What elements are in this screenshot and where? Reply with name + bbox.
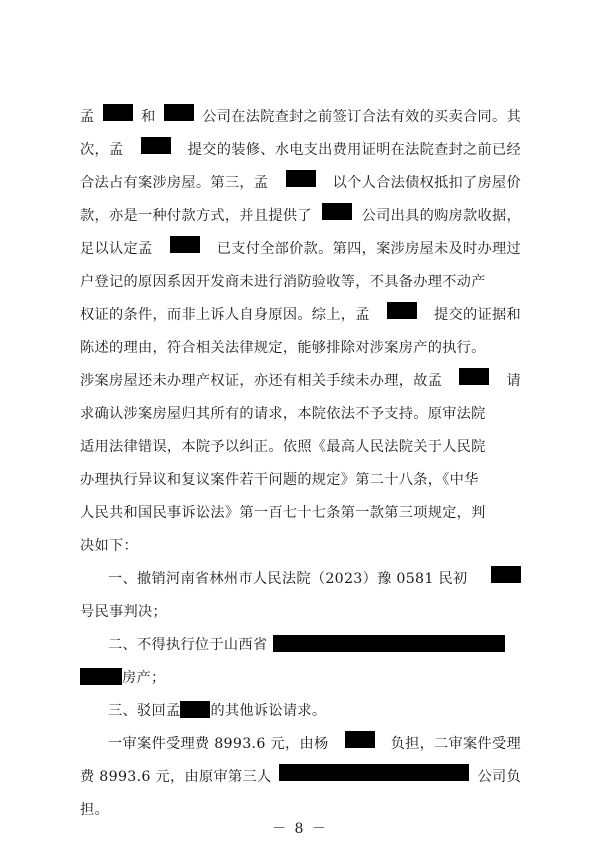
redaction-box xyxy=(345,731,375,748)
redaction-box xyxy=(286,170,316,187)
body-line-2 xyxy=(80,137,521,163)
redaction-box xyxy=(170,236,200,253)
text-segment: 足以认定孟 xyxy=(80,241,153,257)
redaction-box xyxy=(80,668,122,685)
text-segment: 人民共和国民事诉讼法》第一百七十七条第一款第三项规定，判 xyxy=(80,505,486,521)
body-line-13 xyxy=(80,500,521,526)
fee-line-1 xyxy=(108,731,521,757)
text-segment: 号民事判决； xyxy=(80,604,167,620)
redaction-box xyxy=(279,764,469,781)
redaction-box xyxy=(103,104,133,121)
text-segment: 户登记的原因系因开发商未进行消防验收等，不具备办理不动产 xyxy=(80,274,486,290)
body-line-10 xyxy=(80,401,521,427)
text-segment: 公司出具的购房款收据， xyxy=(361,208,521,224)
body-line-9 xyxy=(80,368,521,394)
text-segment: 合法占有案涉房屋。第三，孟 xyxy=(80,175,269,191)
redaction-box xyxy=(322,203,352,220)
text-segment: 公司在法院查封之前签订合法有效的买卖合同。其 xyxy=(202,109,521,125)
body-line-1 xyxy=(80,104,521,130)
judgment-item-1-cont xyxy=(80,599,167,625)
body-line-5 xyxy=(80,236,521,262)
judgment-item-1 xyxy=(108,566,521,592)
text-segment: 公司负 xyxy=(477,769,521,785)
text-segment: 一审案件受理费 8993.6 元，由杨 xyxy=(108,736,329,752)
text-segment: 二、不得执行位于山西省 xyxy=(108,637,268,653)
text-segment: 的其他诉讼请求。 xyxy=(210,703,327,719)
text-segment: 一、撤销河南省林州市人民法院（2023）豫 0581 民初 xyxy=(108,571,468,587)
text-segment: 和 xyxy=(141,109,156,125)
text-segment: 决如下： xyxy=(80,538,138,554)
body-line-14 xyxy=(80,533,138,559)
body-line-3 xyxy=(80,170,521,196)
text-segment: 三、驳回孟 xyxy=(108,703,181,719)
judgment-item-2 xyxy=(108,632,505,658)
text-segment: 担。 xyxy=(80,802,109,818)
text-segment: 提交的证据和 xyxy=(434,307,521,323)
text-segment: 陈述的理由，符合相关法律规定，能够排除对涉案房产的执行。 xyxy=(80,340,486,356)
redaction-box xyxy=(180,701,210,718)
text-segment: 款，亦是一种付款方式，并且提供了 xyxy=(80,208,312,224)
body-line-8 xyxy=(80,335,521,361)
text-segment: 负担，二审案件受理 xyxy=(390,736,521,752)
text-segment: 已支付全部价款。第四，案涉房屋未及时办理过 xyxy=(216,241,521,257)
text-segment: 孟 xyxy=(80,109,95,125)
redaction-box xyxy=(491,566,521,583)
redaction-box xyxy=(387,302,417,319)
text-segment: 适用法律错误，本院予以纠正。依照《最高人民法院关于人民院 xyxy=(80,439,486,455)
text-segment: 提交的装修、水电支出费用证明在法院查封之前已经 xyxy=(187,142,521,158)
redaction-box xyxy=(141,137,171,154)
text-segment: 办理执行异议和复议案件若干问题的规定》第二十八条，《中华 xyxy=(80,472,479,488)
body-line-7 xyxy=(80,302,521,328)
judgment-item-3 xyxy=(108,698,326,724)
text-segment: 涉案房屋还未办理产权证，亦还有相关手续未办理，故孟 xyxy=(80,373,443,389)
redaction-box xyxy=(459,368,489,385)
text-segment: 次，孟 xyxy=(80,142,124,158)
body-line-12 xyxy=(80,467,521,493)
text-segment: 请 xyxy=(506,373,521,389)
text-segment: 费 8993.6 元，由原审第三人 xyxy=(80,769,272,785)
redaction-box xyxy=(273,635,505,652)
body-line-4 xyxy=(80,203,521,229)
fee-line-2 xyxy=(80,764,521,790)
page-number: － 8 － xyxy=(272,821,328,837)
text-segment: 以个人合法债权抵扣了房屋价 xyxy=(332,175,521,191)
text-segment: 房产； xyxy=(122,670,166,686)
body-line-6 xyxy=(80,269,521,295)
redaction-box xyxy=(164,104,194,121)
body-line-11 xyxy=(80,434,521,460)
text-segment: 求确认涉案房屋归其所有的请求，本院依法不予支持。原审法院 xyxy=(80,406,486,422)
text-segment: 权证的条件，而非上诉人自身原因。综上，孟 xyxy=(80,307,370,323)
judgment-item-2-cont xyxy=(80,665,165,691)
